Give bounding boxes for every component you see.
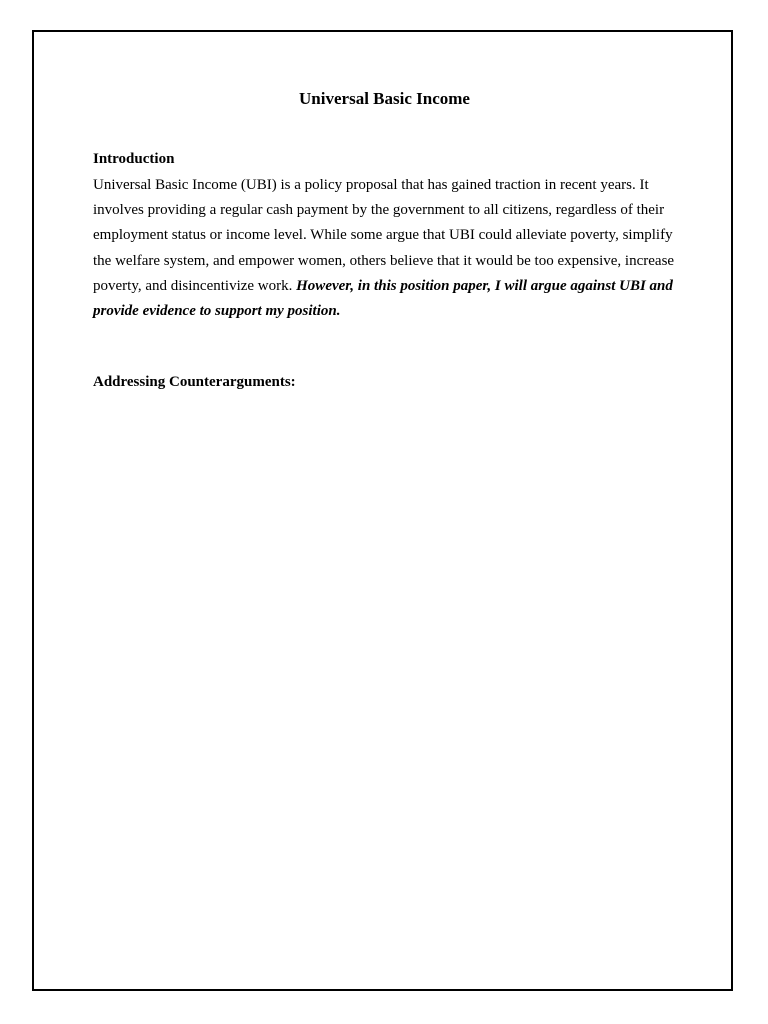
- document-page: [32, 30, 733, 991]
- document-title: Universal Basic Income: [299, 89, 470, 108]
- counterarguments-heading: Addressing Counterarguments:: [93, 374, 296, 390]
- thesis-statement: However, in this position paper, I will argue against UBI and provide evidence to support my position.: [93, 277, 673, 320]
- introduction-paragraph: [93, 173, 683, 324]
- introduction-heading: Introduction: [93, 151, 175, 167]
- introduction-body-text: Universal Basic Income (UBI) is a policy proposal that has gained traction in recent years. It involves providing a regular cash payment by the government to all citizens, regardless of their employment status or income level. While some argue that UBI could alleviate poverty, simplify the welfare system, and empower women, others believe that it would be too expensive, increase poverty, and disincentivize work.: [93, 177, 675, 294]
